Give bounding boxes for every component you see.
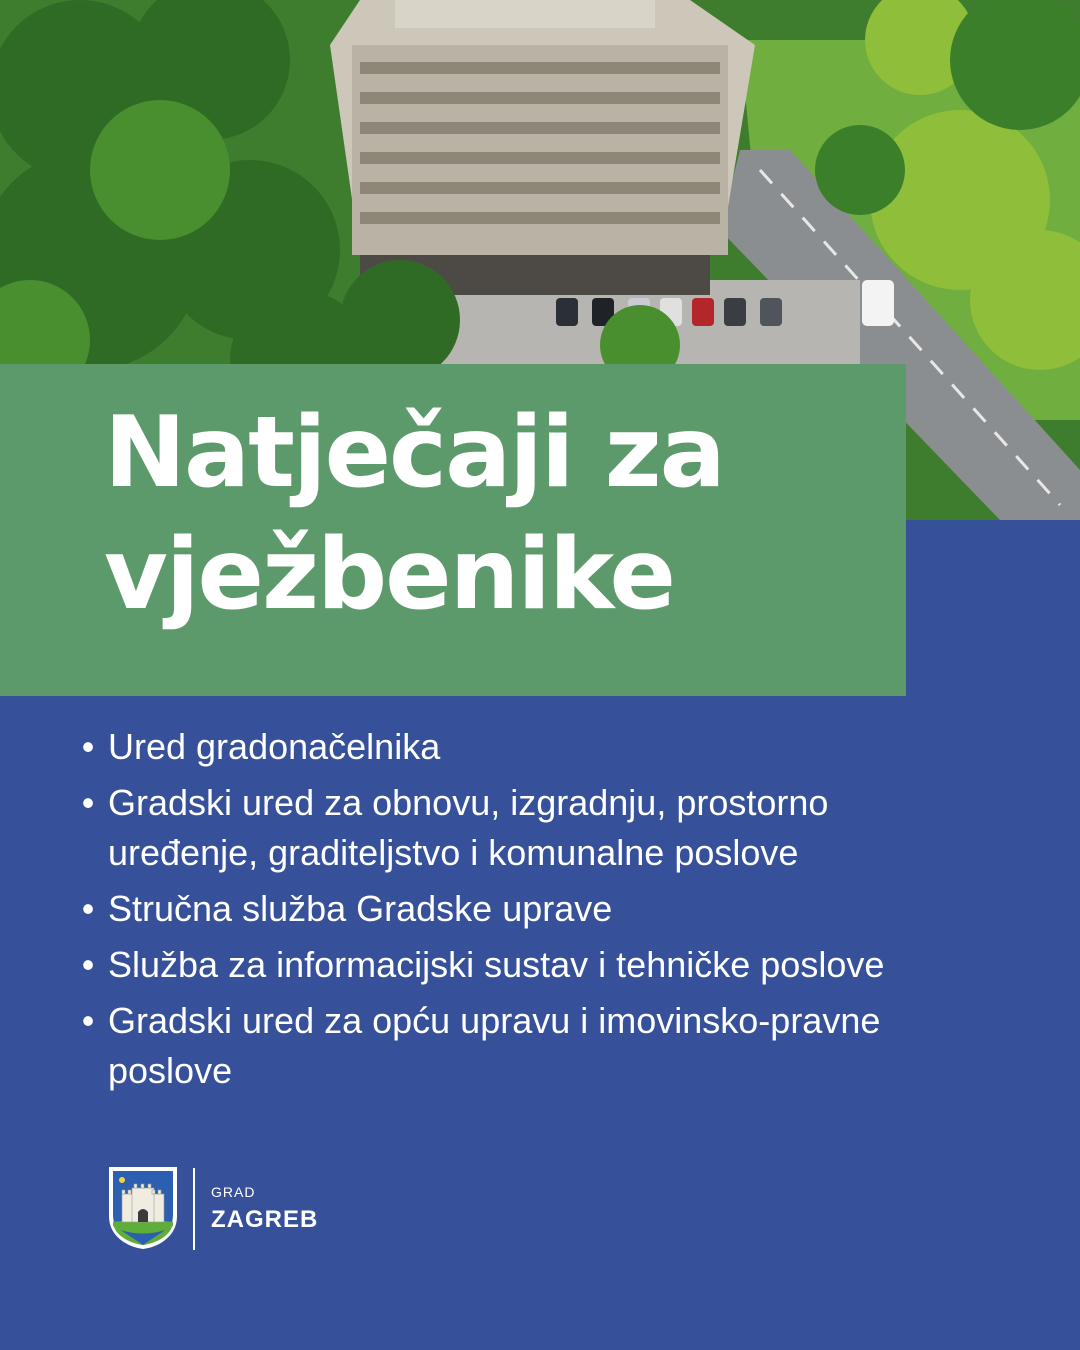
list-item (80, 722, 980, 772)
logo-divider (193, 1168, 195, 1250)
list-item-label: Gradski ured za opću upravu i imovinsko-pravne poslove (108, 1000, 881, 1091)
bullet-icon: • (81, 1000, 95, 1041)
list-item (80, 884, 980, 934)
title-line-2: vježbenike (104, 518, 674, 632)
list-item-label: Ured gradonačelnika (108, 726, 441, 767)
list-item-label: Služba za informacijski sustav i tehničke poslove (108, 944, 885, 985)
list-item (80, 940, 980, 990)
bullet-icon: • (81, 726, 95, 767)
logo-text-zagreb: ZAGREB (211, 1206, 319, 1233)
list-item (80, 778, 980, 878)
bullet-icon: • (81, 782, 95, 823)
list-item-label: Stručna služba Gradske uprave (108, 888, 613, 929)
list-item-label: Gradski ured za obnovu, izgradnju, prostorno uređenje, graditeljstvo i komunalne poslove (108, 782, 829, 873)
office-list (80, 722, 980, 1102)
logo-text-grad: GRAD (211, 1184, 256, 1200)
zagreb-coat-of-arms-icon (108, 1166, 178, 1250)
title-line-1: Natječaji za (104, 396, 724, 510)
bullet-icon: • (81, 888, 95, 929)
grad-zagreb-logo (108, 1166, 408, 1256)
page-title (104, 392, 724, 636)
bullet-icon: • (81, 944, 95, 985)
list-item (80, 996, 980, 1096)
